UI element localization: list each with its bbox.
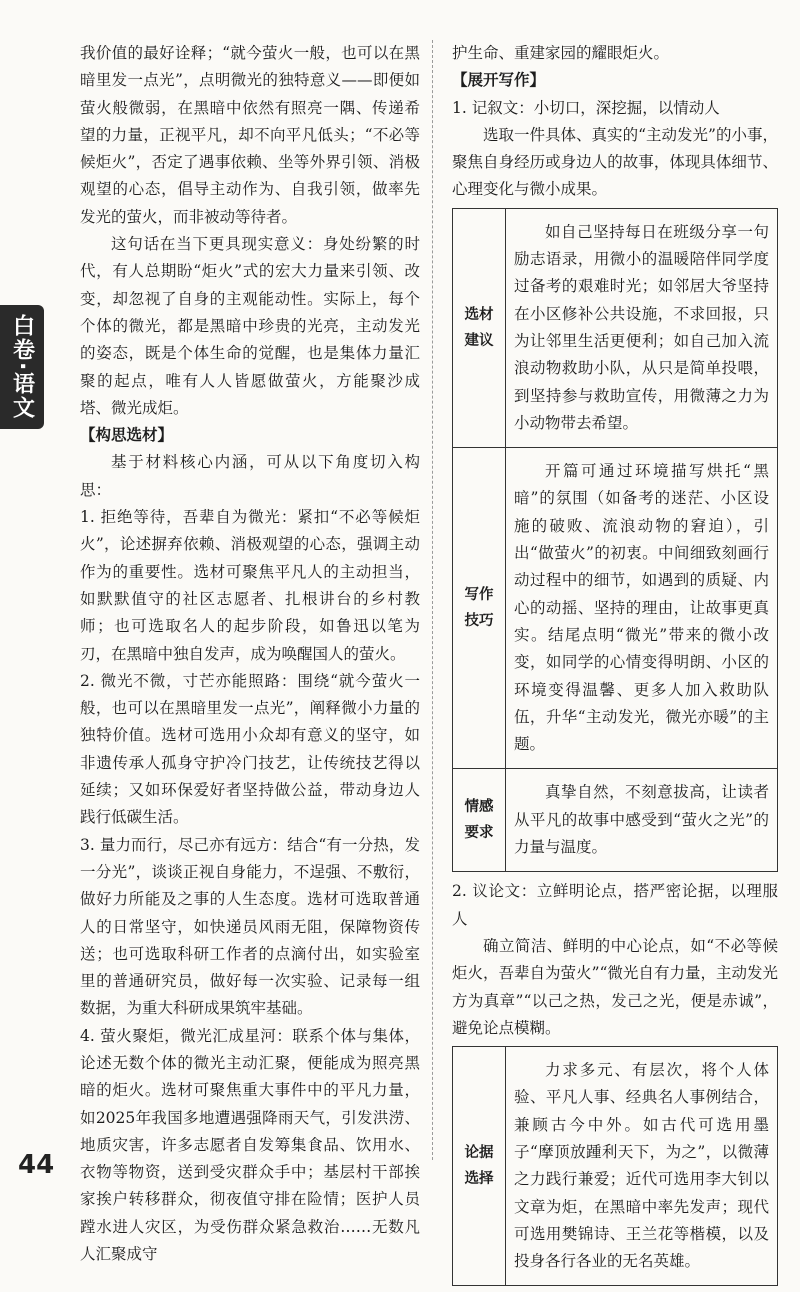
paragraph: 我价值的最好诠释；“就今萤火一般，也可以在黑暗里发一点光”，点明微光的独特意义——即便如萤火般微弱，在黑暗中依然有照亮一隅、传递希望的力量，正视平凡，却不向平凡低头；“不必等候炬火”，否定了遇事依赖、坐等外界引领、消极观望的心态，倡导主动作为、自我引领，做率先发光的萤火，而非被动等待者。 (80, 44, 420, 226)
row-content: 力求多元、有层次，将个人体验、平凡人事、经典名人事例结合，兼顾古今中外。如古代可选用墨子“摩顶放踵利天下，为之”，以微薄之力践行兼爱；近代可选用李大钊以文章为炬，在黑暗中率先发声；现代可选用樊锦诗、王兰花等楷模，以及投身各行各业的无名英雄。 (514, 1061, 769, 1271)
argument-table (452, 1046, 778, 1286)
table-row (453, 1047, 777, 1285)
subheading: 2. 议论文：立鲜明论点，搭严密论据，以理服人 (452, 882, 778, 928)
left-column (80, 40, 420, 1268)
list-item: 4. 萤火聚炬，微光汇成星河：联系个体与集体，论述无数个体的微光主动汇聚，便能成为照亮黑暗的炬火。选材可聚焦重大事件中的平凡力量，如2025年我国多地遭遇强降雨天气，引发洪涝、地质灾害，许多志愿者自发筹集食品、饮用水、衣物等物资，送到受灾群众手中；基层村干部挨家挨户转移群众，彻夜值守排在险情；医护人员蹚水进人灾区，为受伤群众紧急救治……无数凡人汇聚成守 (80, 1026, 420, 1264)
column-divider (432, 40, 433, 1160)
row-label: 情感要求 (453, 769, 506, 871)
list-item: 2. 微光不微，寸芒亦能照路：围绕“就今萤火一般，也可以在黑暗里发一点光”，阐释微小力量的独特价值。选材可选用小众却有意义的坚守，如非遗传承人孤身守护冷门技艺，让传统技艺得以延续；又如环保爱好者坚持做公益，带动身边人践行低碳生活。 (80, 671, 420, 827)
paragraph: 这句话在当下更具现实意义：身处纷繁的时代，有人总期盼“炬火”式的宏大力量来引领、改变，却忽视了自身的主观能动性。实际上，每个个体的微光，都是黑暗中珍贵的光亮，主动发光的姿态，既是个体生命的觉醒，也是集体力量汇聚的起点，唯有人人皆愿做萤火，方能聚沙成塔、微光成炬。 (80, 235, 420, 417)
page-number: 44 (18, 1150, 55, 1180)
row-content: 真挚自然，不刻意拔高，让读者从平凡的故事中感受到“萤火之光”的力量与温度。 (514, 783, 769, 857)
list-item: 3. 量力而行，尽己亦有远方：结合“有一分热，发一分光”，谈谈正视自身能力，不逞强、不敷衍，做好力所能及之事的人生态度。选材可选取普通人的日常坚守，如快递员风雨无阻，保障物资传送；也可选取科研工作者的点滴付出，如实验室里的普通研究员，做好每一次实验、记录每一组数据，为重大科研成果筑牢基础。 (80, 835, 420, 1018)
row-label: 论据选择 (453, 1047, 506, 1285)
list-item: 1. 拒绝等待，吾辈自为微光：紧扣“不必等候炬火”，论述摒弃依赖、消极观望的心态，强调主动作为的重要性。选材可聚焦平凡人的主动担当，如默默值守的社区志愿者、扎根讲台的乡村教师；也可选取名人的起步阶段，如鲁迅以笔为刃，在黑暗中独自发声，成为唤醒国人的萤火。 (80, 508, 420, 663)
paragraph: 护生命、重建家园的耀眼炬火。 (452, 44, 670, 62)
subheading: 1. 记叙文：小切口，深挖掘，以情动人 (452, 98, 720, 117)
row-label: 选材建议 (453, 209, 506, 447)
right-column (452, 40, 778, 1292)
side-tab-label: 白卷·语文 (9, 313, 35, 421)
paragraph: 选取一件具体、真实的“主动发光”的小事，聚焦自身经历或身边人的故事，体现具体细节、心理变化与微小成果。 (452, 125, 778, 199)
row-label: 写作技巧 (453, 448, 506, 768)
section-heading-zhankai: 【展开写作】 (452, 71, 546, 90)
table-row (453, 768, 777, 871)
paragraph: 基于材料核心内涵，可从以下角度切入构思： (80, 453, 420, 499)
table-row (453, 447, 777, 768)
row-content: 如自己坚持每日在班级分享一句励志语录，用微小的温暖陪伴同学度过备考的艰难时光；如邻居大爷坚持在小区修补公共设施，不求回报，只为让邻里生活更便利；如自己加入流浪动物救助小队，从只是简单投喂，到坚持参与救助宣传，用微薄之力为小动物带去希望。 (514, 222, 769, 432)
side-tab (0, 305, 44, 429)
narrative-table (452, 208, 778, 873)
section-heading-gousi: 【构思选材】 (80, 426, 174, 445)
table-row (453, 209, 777, 447)
row-content: 开篇可通过环境描写烘托“黑暗”的氛围（如备考的迷茫、小区设施的破败、流浪动物的窘迫），引出“做萤火”的初衷。中间细致刻画行动过程中的细节，如遇到的质疑、内心的动摇、坚持的理由，让故事更真实。结尾点明“微光”带来的微小改变，如同学的心情变得明朗、小区的环境变得温馨、更多人加入救助队伍，升华“主动发光，微光亦暖”的主题。 (514, 462, 769, 754)
paragraph: 确立简洁、鲜明的中心论点，如“不必等候炬火，吾辈自为萤火”“微光自有力量，主动发光方为真章”“以己之热，发己之光，便是赤诚”，避免论点模糊。 (452, 936, 778, 1037)
